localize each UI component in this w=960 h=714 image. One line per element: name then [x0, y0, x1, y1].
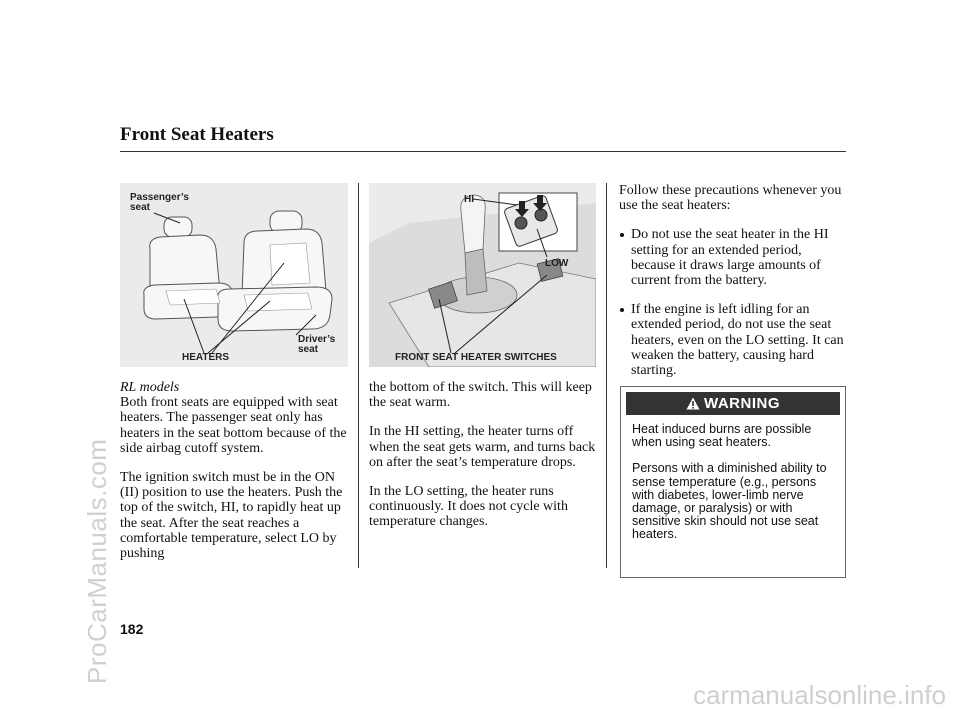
precautions-list — [619, 227, 849, 378]
warning-label: WARNING — [704, 395, 780, 412]
warning-paragraph-1: Heat induced burns are possible when using seat heaters. — [632, 422, 812, 450]
col2-paragraph-1: the bottom of the switch. This will keep the seat warm. — [369, 380, 592, 411]
column-1 — [120, 380, 352, 575]
precaution-item: Do not use the seat heater in the HI setting for an extended period, because it draws large amounts of current from the battery. — [619, 227, 849, 288]
passenger-seat-callout — [130, 193, 189, 213]
low-callout: LOW — [545, 258, 569, 269]
driver-label-line2: seat — [298, 344, 319, 355]
col1-paragraph-2: The ignition switch must be in the ON (II) position to use the heaters. Push the top of the switch, HI, to rapidly heat up the seat. After the seat reaches a comfortable temperature, select LO by pushing — [120, 470, 343, 562]
seat-heaters-illustration — [120, 183, 348, 367]
console-drawing — [369, 183, 596, 367]
shift-stem — [465, 249, 487, 295]
col2-paragraph-2: In the HI setting, the heater turns off when the seat gets warm, and turns back on after the seat’s temperature drops. — [369, 424, 596, 470]
heater-switches-illustration — [369, 183, 596, 367]
watermark-carmanualsonline: carmanualsonline.info — [693, 680, 946, 710]
driver-seat-callout — [298, 335, 335, 355]
passenger-label-line1: Passenger’s — [130, 192, 189, 203]
warning-paragraph-2: Persons with a diminished ability to sense temperature (e.g., persons with diabetes, lower-limb nerve damage, or paralysis) or with sensitive skin should not use seat heaters. — [632, 461, 827, 542]
column-divider-1 — [358, 183, 359, 568]
passenger-heater-pad — [166, 289, 220, 305]
driver-label-line1: Driver’s — [298, 334, 336, 345]
switches-callout: FRONT SEAT HEATER SWITCHES — [395, 352, 557, 363]
page-title: Front Seat Heaters — [120, 124, 274, 145]
closeup-switch-passenger — [535, 209, 547, 221]
precautions-intro: Follow these precautions whenever you use the seat heaters: — [619, 183, 842, 214]
warning-header — [626, 392, 840, 415]
col2-paragraph-3: In the LO setting, the heater runs continuously. It does not cycle with temperature changes. — [369, 484, 568, 530]
hi-callout: HI — [464, 194, 474, 205]
col1-paragraph-1: Both front seats are equipped with seat heaters. The passenger seat only has heaters in the seat bottom because of the side airbag cutoff system. — [120, 395, 347, 456]
column-3 — [619, 183, 849, 392]
warning-body — [632, 423, 838, 555]
warning-triangle-icon — [686, 394, 700, 417]
passenger-label-line2: seat — [130, 202, 151, 213]
passenger-headrest — [164, 217, 192, 237]
heaters-callout: HEATERS — [182, 352, 230, 363]
models-subheading: RL models — [120, 380, 180, 395]
column-2 — [369, 380, 601, 544]
warning-box — [620, 386, 846, 578]
page-number: 182 — [120, 621, 144, 637]
driver-heater-pad — [244, 293, 312, 311]
precaution-item: If the engine is left idling for an extended period, do not use the seat heaters, even on the LO setting. It can weaken the battery, causing hard starting. — [619, 302, 849, 378]
driver-back-heater-pad — [270, 243, 310, 285]
title-rule — [120, 151, 846, 152]
watermark-procarmanuals: ProCarManuals.com — [82, 438, 112, 684]
closeup-switch-driver — [515, 217, 527, 229]
column-divider-2 — [606, 183, 607, 568]
